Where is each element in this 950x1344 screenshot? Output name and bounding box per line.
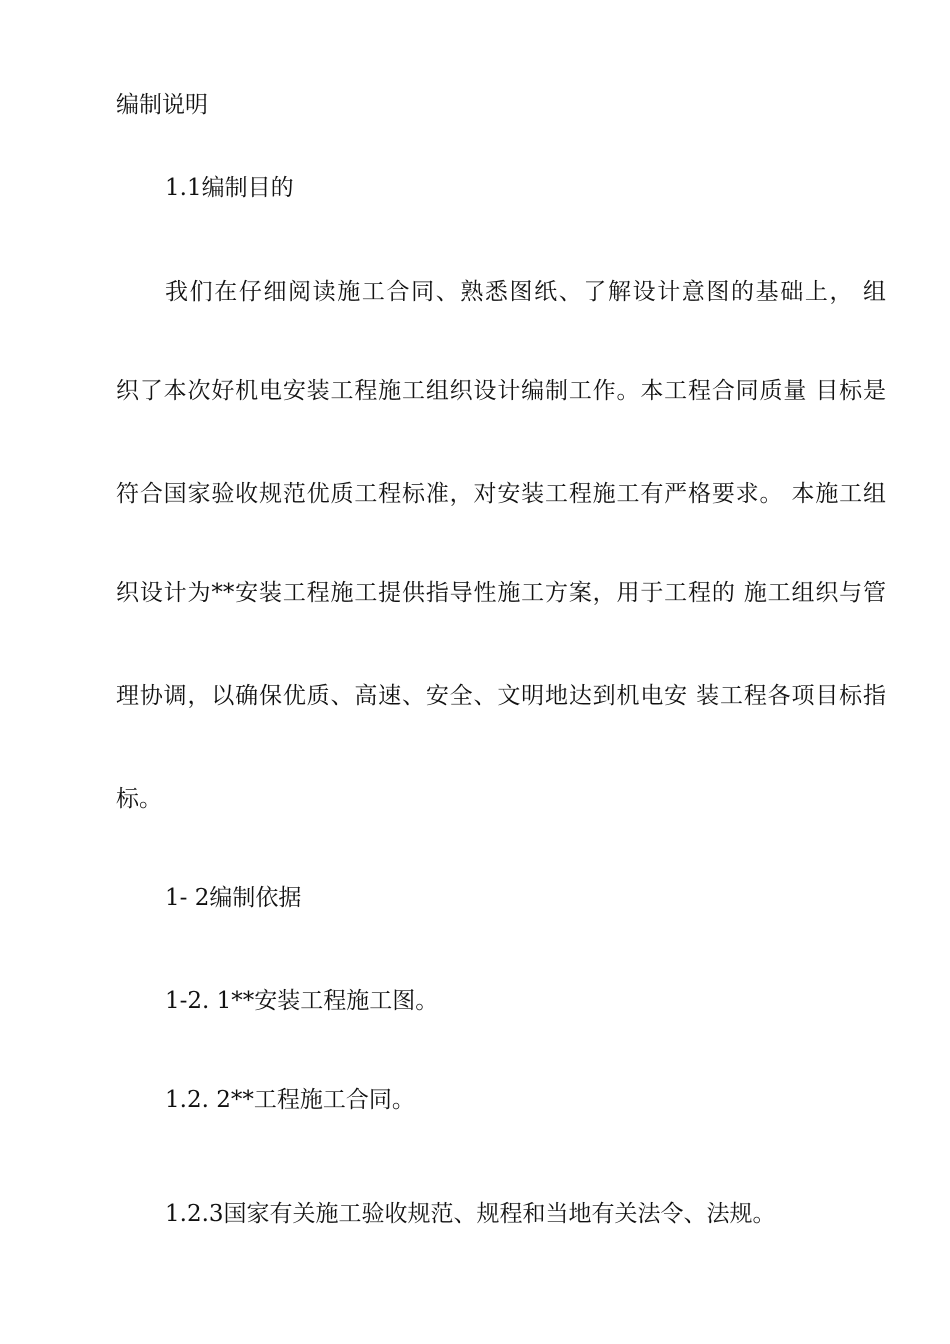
document-heading: 编制说明 <box>116 92 208 118</box>
basis-item-3: 1.2.3国家有关施⼯验收规范、规程和当地有关法令、法规。 <box>165 1201 776 1227</box>
section-title-purpose: 1.1编制目的 <box>165 175 294 201</box>
paragraph-line-6: 标。 <box>116 786 162 812</box>
section-title-basis: 1- 2编制依据 <box>165 885 302 911</box>
paragraph-line-5: 理协调，以确保优质、高速、安全、文明地达到机电安 装工程各项目标指 <box>116 683 886 709</box>
paragraph-line-2: 织了本次好机电安装工程施工组织设计编制工作。本工程合同质量 目标是 <box>116 378 886 404</box>
paragraph-line-3: 符合国家验收规范优质工程标准，对安装工程施工有严格要求。 本施工组 <box>116 481 886 507</box>
paragraph-line-4: 织设计为**安装工程施工提供指导性施工方案，用于工程的 施工组织与管 <box>116 580 886 606</box>
basis-item-1: 1-2. 1**安装工程施工图。 <box>165 988 439 1014</box>
basis-item-2: 1.2. 2**工程施工合同。 <box>165 1087 415 1113</box>
paragraph-line-1: 我们在仔细阅读施工合同、熟悉图纸、了解设计意图的基础上， 组 <box>165 279 886 305</box>
